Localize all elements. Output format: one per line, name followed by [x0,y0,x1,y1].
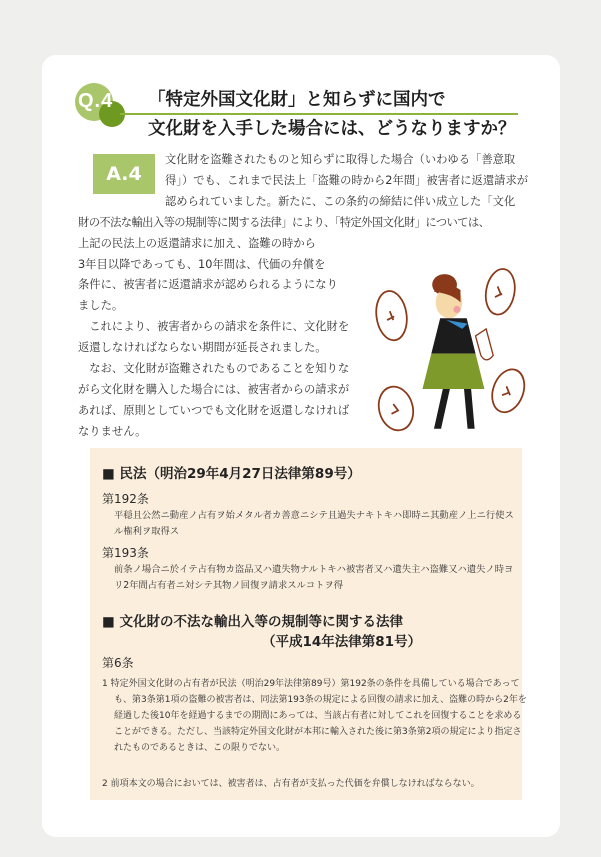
answer-line: 財の不法な輸出入等の規制等に関する法律」により、「特定外国文化財」については、 [78,215,490,229]
export-law-number: （平成14年法律第81号） [262,634,422,650]
a4-badge: A.4 [93,154,155,194]
article-193-title: 第193条 [102,546,149,560]
law-excerpts-box [90,448,527,800]
title-divider [120,113,518,115]
answer-body [78,150,538,443]
article-192-text: 平穏且公然ニ動産ノ占有ヲ始メタル者カ善意ニシテ且過失ナキトキハ即時ニ其動産ノ上ニ行使スル権利ヲ取得ス [114,510,514,537]
answer-line: 認められていました。新たに、この条約の締結に伴い成立した「文化 [165,194,516,208]
title-line-2: 文化財を入手した場合には、どうなりますか？ [148,119,516,139]
article-6-item-2: 2 前項本文の場合においては、被害者は、占有者が支払った代価を弁償しなければならない。 [102,779,480,789]
answer-line: 条件に、被害者に返還請求が認められるようになり [78,278,338,292]
answer-paragraph-2: これにより、被害者からの請求を条件に、文化財を返還しなければならない期間が延長されました。 [78,320,350,355]
question-title [148,86,516,144]
title-line-1: 「特定外国文化財」と知らずに国内で [148,90,446,110]
article-193-text: 前条ノ場合ニ於イテ占有物カ盗品又ハ遺失物ナルトキハ被害者又ハ遺失主ハ盗難又ハ遺失ノ時ヨリ2年間占有者ニ対シテ其物ノ回復ヲ請求スルコトヲ得 [114,564,514,591]
article-192-title: 第192条 [102,492,149,506]
civil-code-heading: ■ 民法（明治29年4月27日法律第89号） [102,466,361,482]
answer-line: 得」）でも、これまで民法上「盗難の時から2年間」被害者に返還請求が [165,173,529,187]
answer-line: ました。 [78,299,124,313]
article-6-title: 第6条 [102,656,134,670]
q4-badge: Q.4 [78,90,114,112]
answer-line: 文化財を盗難されたものと知らずに取得した場合（いわゆる「善意取 [165,153,516,166]
answer-paragraph-3: なお、文化財が盗難されたものであることを知りながら文化財を購入した場合には、被害者からの請求があれば、原則としていつでも文化財を返還しなければなりません。 [78,362,350,438]
answer-line: 3年目以降であっても、10年間は、代価の弁償を [78,257,326,271]
export-law-heading: ■ 文化財の不法な輸出入等の規制等に関する法律 [102,614,403,630]
answer-line: 上記の民法上の返還請求に加え、盗難の時から [78,236,316,250]
article-6-item-1: 1 特定外国文化財の占有者が民法（明治29年法律第89号）第192条の条件を具備している場合であっても、第3条第1項の盗難の被害者は、同法第193条の規定による回復の請求に加え、盗難の時から2年を経過した後10年を経過するまでの期間にあっては、当該占有者に対してこれを回復することを求めることができる。ただし、当該特定外国文化財が本邦に輸入された後に第3条第2項の規定により指定されたものであるときは、この限りでない。 [102,679,527,753]
